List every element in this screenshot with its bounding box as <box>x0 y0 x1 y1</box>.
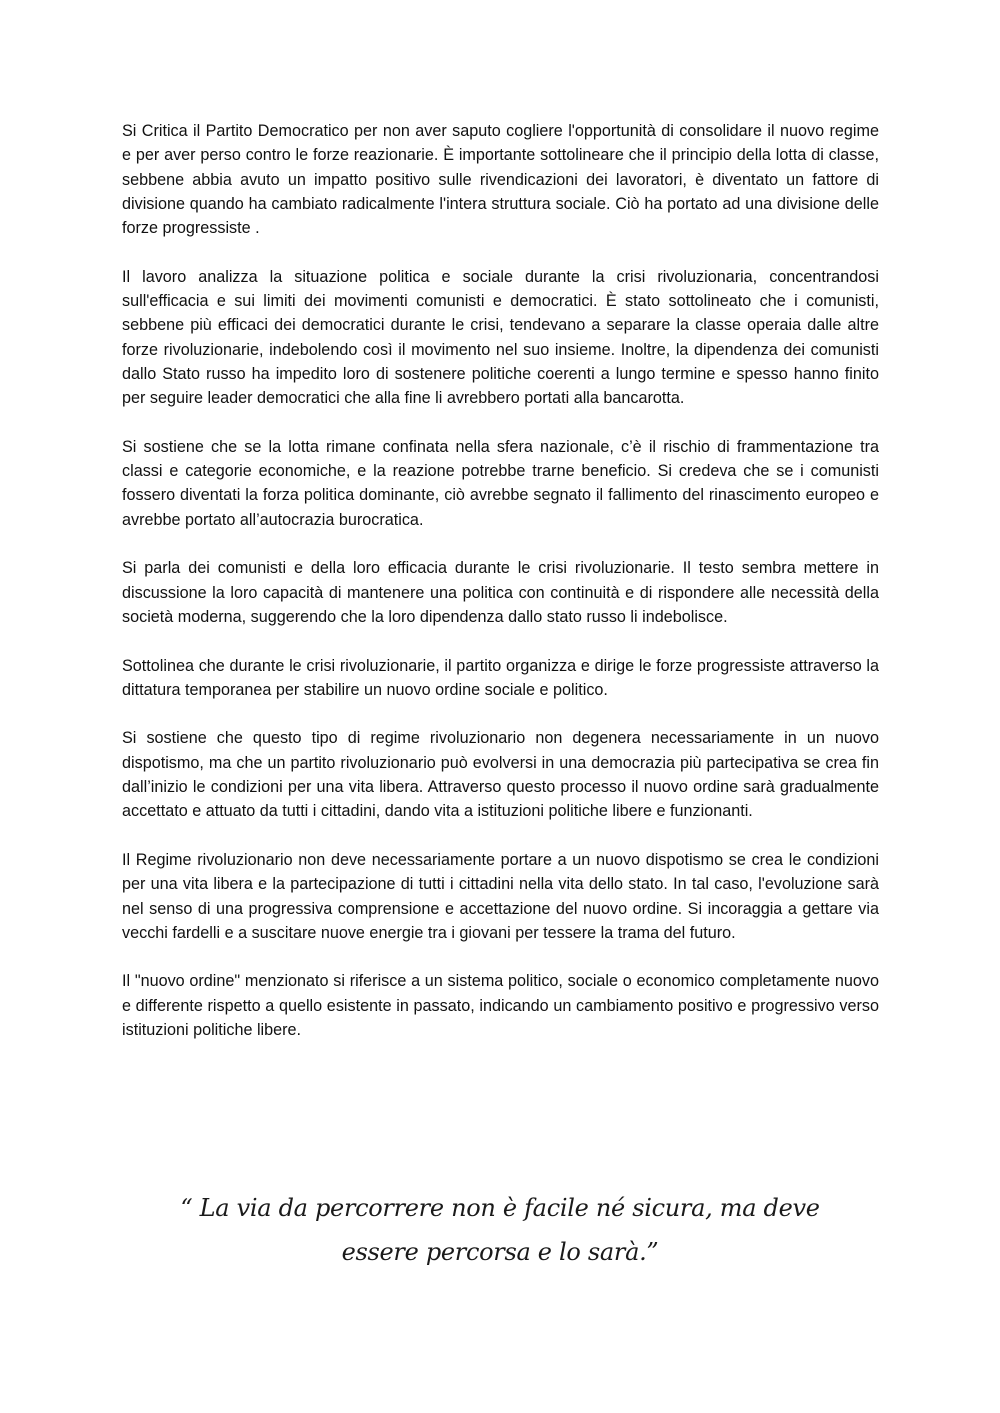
document-body <box>122 119 879 1042</box>
paragraph: Si sostiene che se la lotta rimane confinata nella sfera nazionale, c’è il rischio di frammentazione tra classi e categorie economiche, e la reazione potrebbe trarne beneficio. Si credeva che se i comunisti fossero diventati la forza politica dominante, ciò avrebbe segnato il fallimento del rinascimento europeo e avrebbe portato all’autocrazia burocratica. <box>122 437 879 529</box>
paragraph: Si Critica il Partito Democratico per non aver saputo cogliere l'opportunità di consolidare il nuovo regime e per aver perso contro le forze reazionarie. È importante sottolineare che il principio della lotta di classe, sebbene abbia avuto un impatto positivo sulle rivendicazioni dei lavoratori, è diventato un fattore di divisione quando ha cambiato radicalmente l'intera struttura sociale. Ciò ha portato ad una divisione delle forze progressiste . <box>122 122 879 238</box>
closing-quote: “ La via da percorrere non è facile né sicura, ma deve essere percorsa e lo sarà.” <box>180 1194 820 1266</box>
paragraph: Si sostiene che questo tipo di regime rivoluzionario non degenera necessariamente in un nuovo dispotismo, ma che un partito rivoluzionario può evolversi in una democrazia più partecipativa se crea fin dall’inizio le condizioni per una vita libera. Attraverso questo processo il nuovo ordine sarà gradualmente accettato e attuato da tutti i cittadini, dando vita a istituzioni politiche libere e funzionanti. <box>122 729 879 821</box>
paragraph: Il "nuovo ordine" menzionato si riferisce a un sistema politico, sociale o economico completamente nuovo e differente rispetto a quello esistente in passato, indicando un cambiamento positivo e progressivo verso istituzioni politiche libere. <box>122 972 879 1039</box>
paragraph: Il Regime rivoluzionario non deve necessariamente portare a un nuovo dispotismo se crea le condizioni per una vita libera e la partecipazione di tutti i cittadini nella vita dello stato. In tal caso, l'evoluzione sarà nel senso di una progressiva comprensione e accettazione del nuovo ordine. Si incoraggia a gettare via vecchi fardelli e a suscitare nuove energie tra i giovani per tessere la trama del futuro. <box>122 850 879 942</box>
paragraph: Il lavoro analizza la situazione politica e sociale durante la crisi rivoluzionaria, concentrandosi sull'efficacia e sui limiti dei movimenti comunisti e democratici. È stato sottolineato che i comunisti, sebbene più efficaci dei democratici durante le crisi, tendevano a separare la classe operaia dalle altre forze rivoluzionarie, indebolendo così il movimento nel suo insieme. Inoltre, la dipendenza dei comunisti dallo Stato russo ha impedito loro di sostenere politiche coerenti a lungo termine e spesso hanno finito per seguire leader democratici che alla fine li avrebbero portati alla bancarotta. <box>122 267 879 408</box>
paragraph: Si parla dei comunisti e della loro efficacia durante le crisi rivoluzionarie. Il testo sembra mettere in discussione la loro capacità di mantenere una politica con continuità e di rispondere alle necessità della società moderna, suggerendo che la loro dipendenza dallo stato russo li indebolisce. <box>122 559 879 626</box>
paragraph: Sottolinea che durante le crisi rivoluzionarie, il partito organizza e dirige le forze progressiste attraverso la dittatura temporanea per stabilire un nuovo ordine sociale e politico. <box>122 656 879 699</box>
